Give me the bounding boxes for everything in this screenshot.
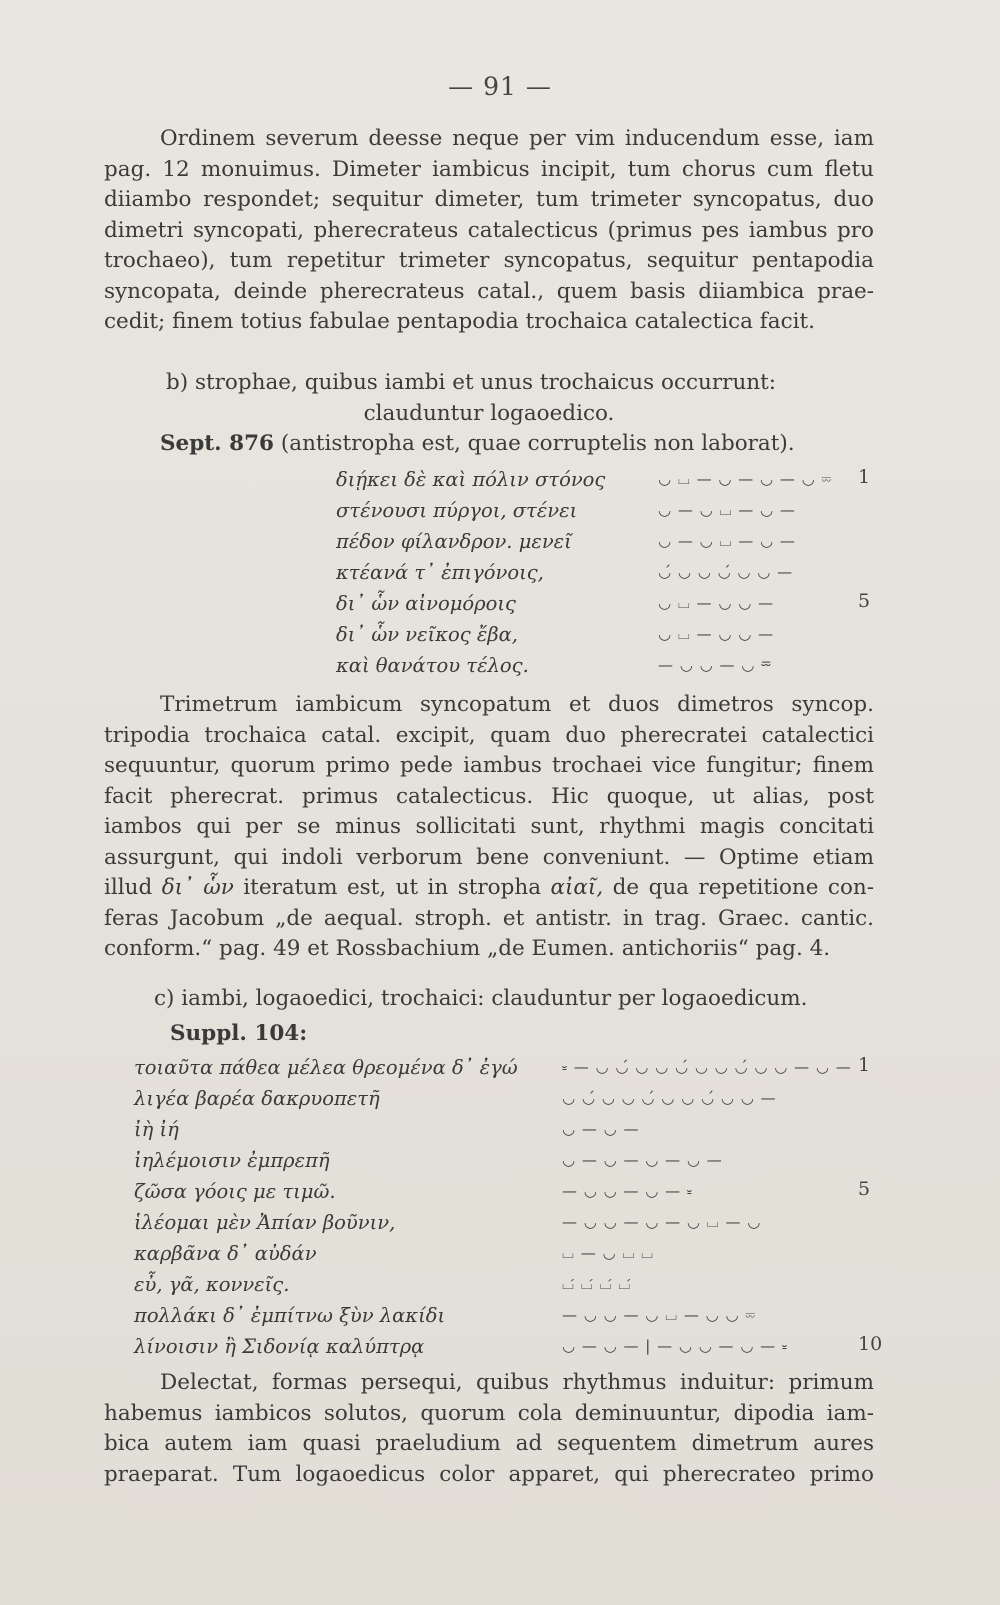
verse-text: λιγέα βαρέα δακρυοπετῆ xyxy=(134,1087,380,1110)
verse-text: στένουσι πύργοι, στένει xyxy=(336,499,578,522)
greek-fragment: αἰαῖ, xyxy=(550,875,604,900)
metrical-scheme: ◡ ⌴ — ◡ ◡ — xyxy=(658,594,775,612)
text-line: iambos qui per se minus sollicitati sunt, rhythmi magis concitati xyxy=(104,814,874,839)
reference-bold: Sept. 876 xyxy=(160,431,275,456)
text-line: pag. 12 monuimus. Dimeter iambicus incipit, tum chorus cum fletu xyxy=(104,156,874,182)
verse-text: λίνοισιν ἢ Σιδονίᾳ καλύπτρᾳ xyxy=(134,1335,425,1358)
section-c-line: c) iambi, logaoedici, trochaici: clauduntur per logaoedicum. xyxy=(154,986,808,1011)
text-line: sequuntur, quorum primo pede iambus trochaei vice fungitur; finem xyxy=(104,753,874,778)
verse-text: διῄκει δὲ καὶ πόλιν στόνος xyxy=(336,468,606,491)
verse-text: τοιαῦτα πάθεα μέλεα θρεομένα δ᾽ ἐγώ xyxy=(134,1056,518,1079)
verse-text: ζῶσα γόοις με τιμῶ. xyxy=(134,1180,336,1203)
metrical-scheme: ◡ — ◡ ⌴ — ◡ — xyxy=(658,532,796,550)
metrical-scheme: — ◡ ◡ — ◡ — ⏓ xyxy=(562,1182,693,1200)
text-line: facit pherecrat. primus catalecticus. Hic quoque, ut alias, post xyxy=(104,783,874,809)
metrical-scheme: ◡ — ◡ — | — ◡ ◡ — ◡ — ⏓ xyxy=(562,1337,788,1355)
verse-text: καρβᾶνα δ᾽ αὐδάν xyxy=(134,1242,317,1265)
section-b-line1: b) strophae, quibus iambi et unus trochaicus occurrunt: xyxy=(166,370,777,395)
text-fragment: de qua repetitione con- xyxy=(603,875,875,900)
section-c-reference: Suppl. 104: xyxy=(170,1020,308,1046)
metrical-scheme: ⌴́ ⌴́ ⌴́ ⌴́ xyxy=(562,1275,632,1293)
metrical-scheme: ◡ ⌴ — ◡ — ◡ — ◡ ⏔ xyxy=(658,470,833,488)
line-number: 1 xyxy=(858,1054,871,1076)
text-line: bica autem iam quasi praeludium ad sequentem dimetrum aures xyxy=(104,1431,874,1456)
verse-text: εὖ, γᾶ, κοννεῖς. xyxy=(134,1273,290,1296)
line-number: 1 xyxy=(858,466,871,488)
section-c-heading xyxy=(104,984,874,1049)
verse-text: πέδον φίλανδρον. μενεῖ xyxy=(336,530,572,553)
reference-rest: (antistropha est, quae corruptelis non laborat). xyxy=(274,431,795,456)
text-line: tripodia trochaica catal. excipit, quam duo pherecratei catalectici xyxy=(104,722,874,748)
text-fragment: iteratum est, ut in stropha xyxy=(233,875,551,900)
closing-paragraph xyxy=(104,1368,874,1490)
page-number: — 91 — xyxy=(448,72,552,101)
text-line: Trimetrum iambicum syncopatum et duos dimetros syncop. xyxy=(160,692,874,717)
line-number: 10 xyxy=(858,1333,883,1355)
metrical-scheme: ⌴ — ◡ ⌴ ⌴ xyxy=(562,1244,655,1262)
metrical-scheme: ◡ — ◡ ⌴ — ◡ — xyxy=(658,501,796,519)
verse-text: δι᾽ ὧν νεῖκος ἔβα, xyxy=(336,623,519,646)
text-line: cedit; finem totius fabulae pentapodia trochaica catalectica facit. xyxy=(104,309,815,334)
greek-fragment: δι᾽ ὧν xyxy=(161,875,234,900)
text-line: diiambo respondet; sequitur dimeter, tum trimeter syncopatus, duo xyxy=(104,187,874,212)
line-number: 5 xyxy=(858,1178,871,1200)
metrical-scheme: ◡ ◡́ ◡ ◡ ◡́ ◡ ◡ ◡́ ◡ ◡ — xyxy=(562,1089,777,1107)
section-b-line2: clauduntur logaoedico. xyxy=(363,400,615,426)
verse-text: ἱλέομαι μὲν Ἀπίαν βοῦνιν, xyxy=(134,1211,396,1234)
text-line: trochaeo), tum repetitur trimeter syncopatus, sequitur pentapodia xyxy=(104,248,874,273)
metrical-scheme: ◡ — ◡ — ◡ — ◡ — xyxy=(562,1151,723,1169)
metrical-scheme: — ◡ ◡ — ◡ — ◡ ⌴ — ◡ xyxy=(562,1213,762,1231)
text-fragment: illud xyxy=(104,875,162,900)
metrical-scheme: ⏓ — ◡ ◡́ ◡ ◡ ◡́ ◡ ◡ ◡́ ◡ ◡ — ◡ — xyxy=(562,1058,852,1076)
text-line: conform.“ pag. 49 et Rossbachium „de Eumen. antichoriis“ pag. 4. xyxy=(104,936,831,961)
text-line: assurgunt, qui indoli verborum bene conveniunt. — Optime etiam xyxy=(104,844,874,870)
verse-text: κτέανά τ᾽ ἐπιγόνοις, xyxy=(336,561,544,584)
verse-text: δι᾽ ὧν αἰνομόροις xyxy=(336,592,516,615)
intro-paragraph xyxy=(104,124,874,338)
text-line: habemus iambicos solutos, quorum cola deminuuntur, dipodia iam- xyxy=(104,1400,874,1426)
text-line: Delectat, formas persequi, quibus rhythmus induitur: primum xyxy=(160,1370,874,1395)
section-b-heading xyxy=(104,368,874,460)
text-line: Ordinem severum deesse neque per vim inducendum esse, iam xyxy=(160,126,874,151)
text-line: feras Jacobum „de aequal. stroph. et antistr. in trag. Graec. cantic. xyxy=(104,905,874,931)
metrical-scheme: ◡ — ◡ — xyxy=(562,1120,640,1138)
verse-text: ἰὴ ἰή xyxy=(134,1118,179,1141)
section-b-reference xyxy=(104,429,874,460)
metrical-scheme: — ◡ ◡ — ◡ ⏔ xyxy=(658,656,772,674)
text-line: dimetri syncopati, pherecrateus catalecticus (primus pes iambus pro xyxy=(104,217,874,243)
verse-text: ἰηλέμοισιν ἐμπρεπῆ xyxy=(134,1149,330,1172)
text-line: praeparat. Tum logaoedicus color apparet, qui pherecrateo primo xyxy=(104,1461,874,1487)
text-line-greek xyxy=(104,873,874,904)
line-number: 5 xyxy=(858,590,871,612)
metrical-scheme: — ◡ ◡ — ◡ ⌴ — ◡ ◡ ⏔ xyxy=(562,1306,756,1324)
verse-text: καὶ θανάτου τέλος. xyxy=(336,654,529,677)
metrical-scheme: ◡́ ◡ ◡ ◡́ ◡ ◡ — xyxy=(658,563,794,581)
middle-paragraph xyxy=(104,690,874,965)
metrical-scheme: ◡ ⌴ — ◡ ◡ — xyxy=(658,625,775,643)
text-line: syncopata, deinde pherecrateus catal., quem basis diiambica prae- xyxy=(104,278,874,304)
verse-text: πολλάκι δ᾽ ἐμπίτνω ξὺν λακίδι xyxy=(134,1304,446,1327)
